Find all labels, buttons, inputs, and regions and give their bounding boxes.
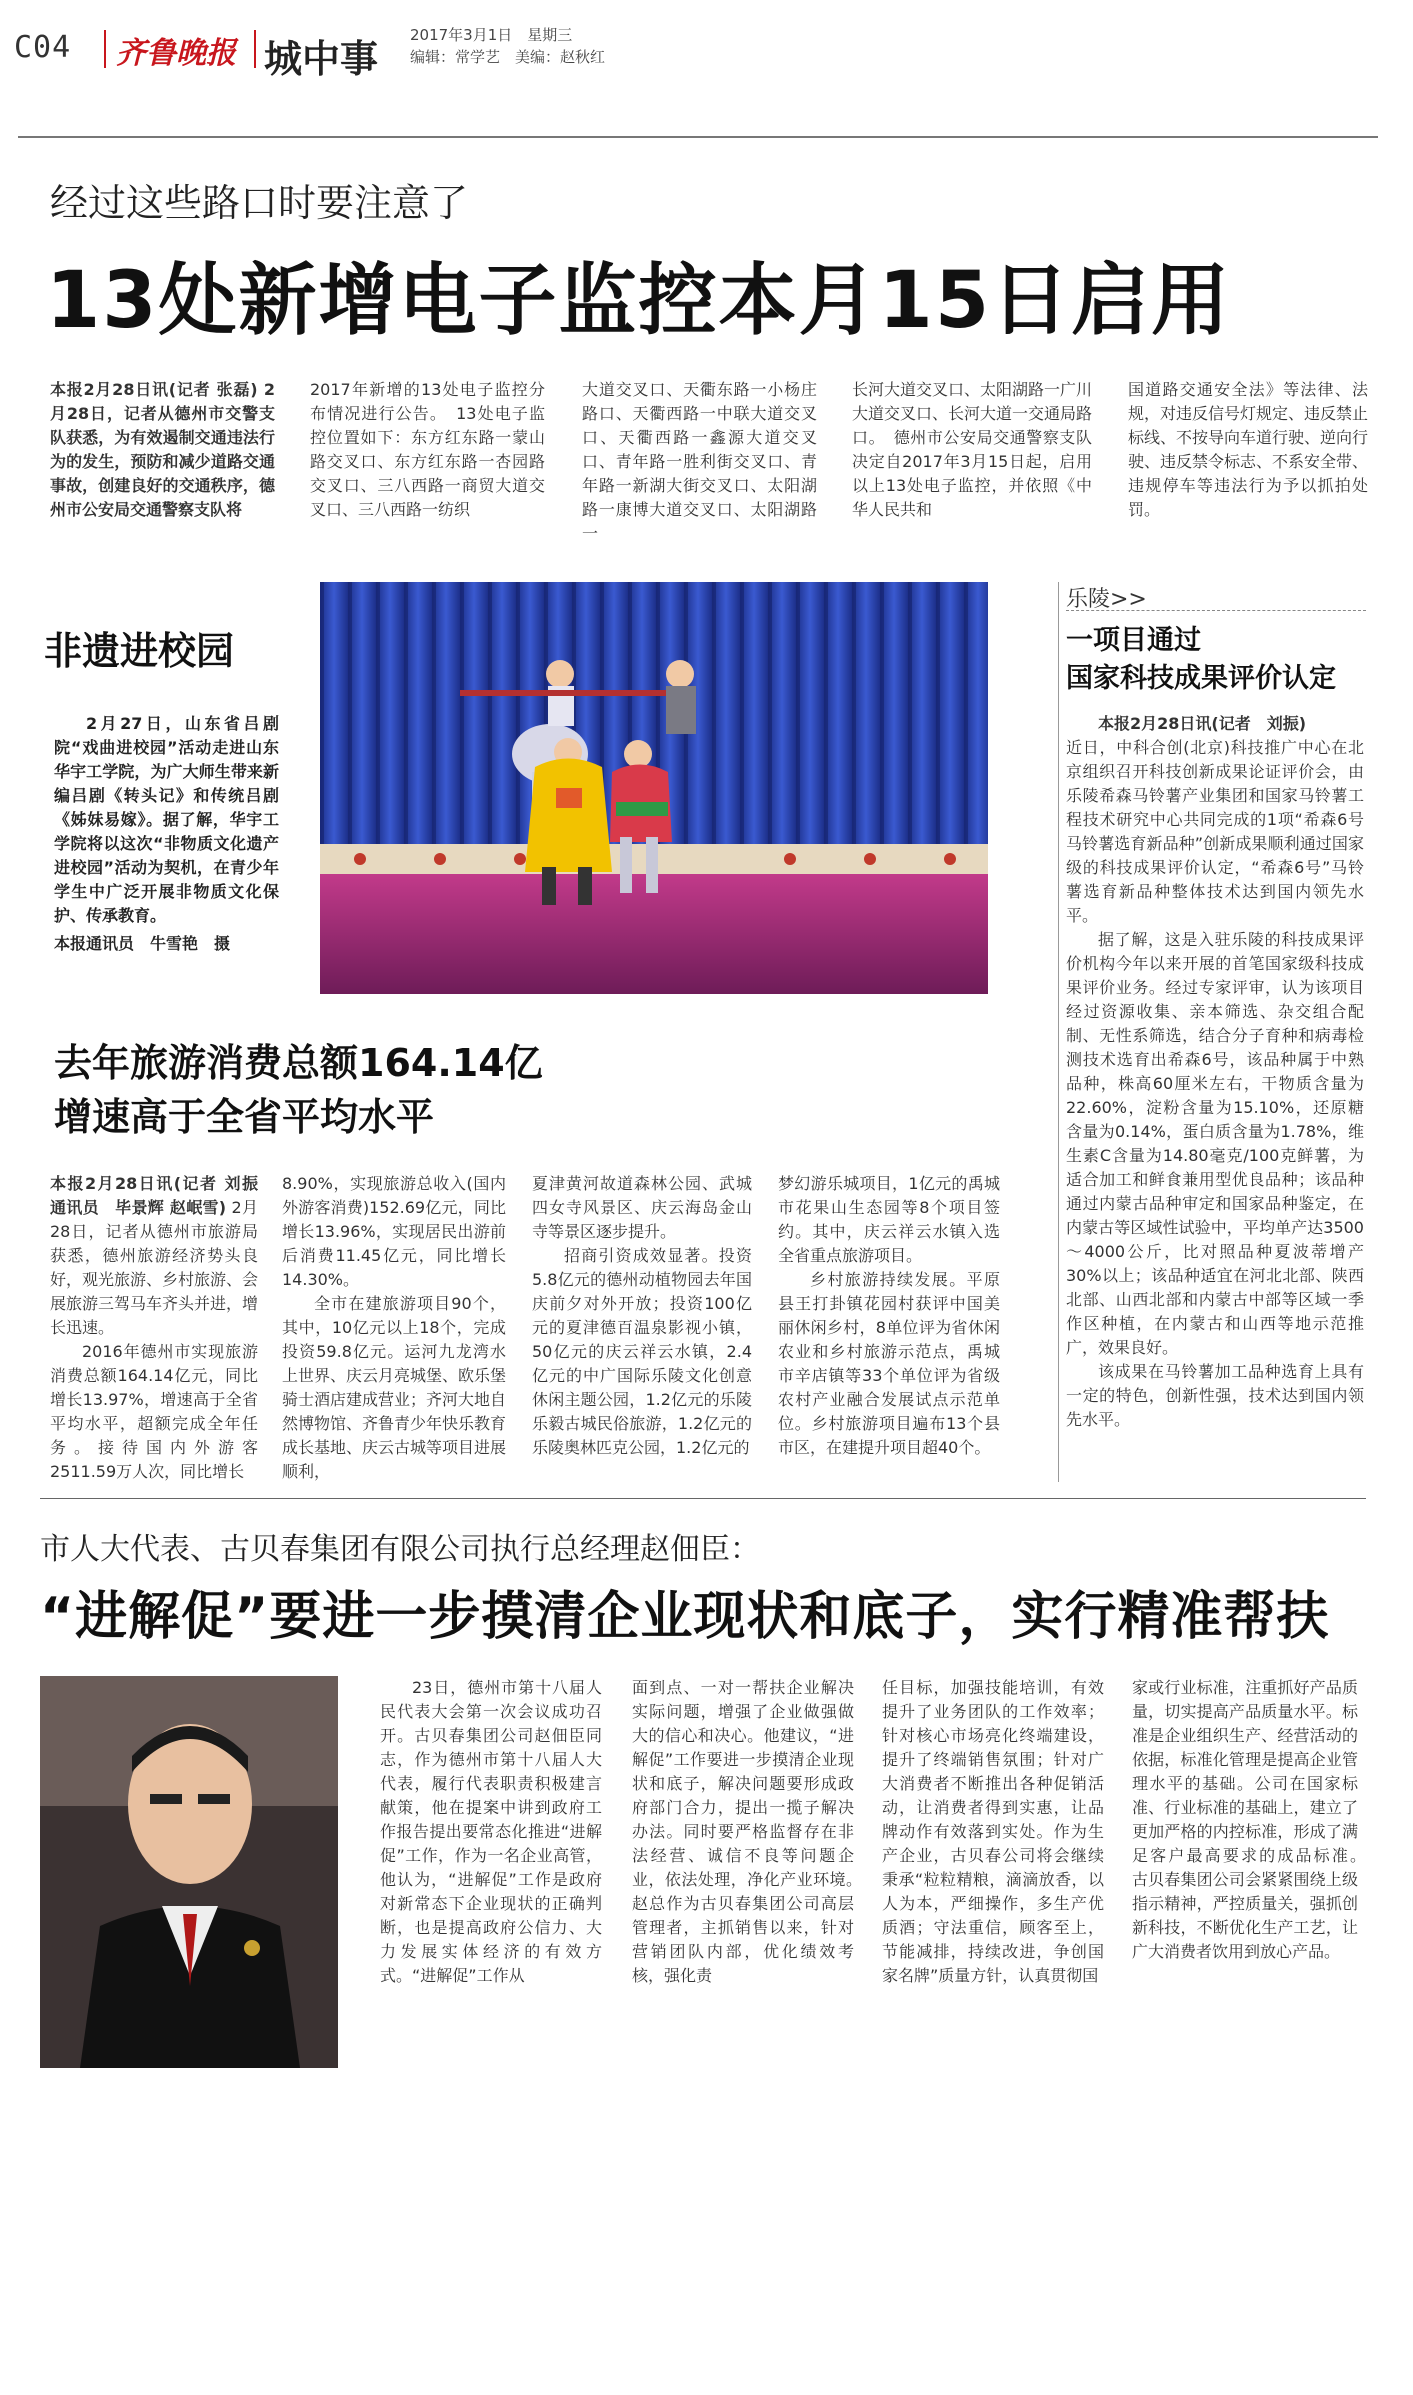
story4-col3-para2: 招商引资成效显著。投资5.8亿元的德州动植物园去年国庆前夕对外开放；投资100亿元的夏津德百温泉影视小镇，50亿元的庆云祥云水镇，2.4亿元的中广国际乐陵文化创意休闲主题公园，1.2亿元的乐陵乐毅古城民俗旅游，1.2亿元的乐陵奥林匹克公园，1.2亿元的 (532, 1246, 752, 1457)
story5-col4-text: 家或行业标准，注重抓好产品质量，切实提高产品质量水平。标准是企业组织生产、经营活动的依据，标准化管理是提高企业管理水平的基础。公司在国家标准、行业标准的基础上，建立了更加严格的内控标准，形成了满足客户最高要求的成品标准。 古贝春集团公司会紧紧围绕上级指示精神，严控质量关，强抓创新科技，不断优化生产工艺，让广大消费者饮用到放心产品。 (1132, 1678, 1375, 1961)
story3-region-rule (1066, 610, 1366, 611)
issue-weekday: 星期三 (527, 26, 573, 44)
designer-credit: 美编：赵秋红 (515, 48, 606, 66)
story5-col1-text: 23日，德州市第十八届人民代表大会第一次会议成功召开。古贝春集团公司赵佃臣同志，作为德州市第十八届人大代表，履行代表职责积极建言献策，他在提案中讲到政府工作报告提出要常态化推进“进解促”工作，作为一名企业高管，他认为，“进解促”工作是政府对新常态下企业现状的正确判断，也是提高政府公信力、大力发展实体经济的有效方式。“进解促”工作从 (380, 1678, 602, 1985)
story4-col3-text: 夏津黄河故道森林公园、武城四女寺风景区、庆云海岛金山寺等景区逐步提升。 (532, 1174, 752, 1241)
story3-region-tag: 乐陵>> (1066, 587, 1147, 612)
story3-byline: 本报2月28日讯(记者 刘振) (1098, 714, 1307, 733)
story4-col2-para2: 全市在建旅游项目90个，其中，10亿元以上18个，完成投资59.8亿元。运河九龙湾水上世界、庆云月亮城堡、欧乐堡骑士酒店建成营业；齐河大地自然博物馆、齐鲁青少年快乐教育成长基地、庆云古城等项目进展顺利， (282, 1294, 507, 1481)
issue-date: 2017年3月1日 (410, 26, 513, 44)
story5-column-2 (632, 1676, 871, 1988)
section-rule (40, 1498, 1366, 1499)
story5-column-4 (1132, 1676, 1375, 1964)
story4-col4-para2: 乡村旅游持续发展。平原县王打卦镇花园村获评中国美丽休闲乡村，8单位评为省休闲农业和乡村旅游示范点，禹城市辛店镇等33个单位评为省级农村产业融合发展试点示范单位。乡村旅游项目遍布13个县市区，在建提升项目超40个。 (778, 1270, 1000, 1457)
story4-headline-1: 去年旅游消费总额164.14亿 (54, 1041, 543, 1085)
story4-column-2 (282, 1172, 506, 1484)
story4-col4-text: 梦幻游乐城项目，1亿元的禹城市花果山生态园等8个项目签约。其中，庆云祥云水镇入选全省重点旅游项目。 (778, 1174, 1000, 1265)
issue-meta (410, 24, 605, 68)
story3-para-1: 近日，中科合创(北京)科技推广中心在北京组织召开科技创新成果论证评价会，由乐陵希森马铃薯产业集团和国家马铃薯工程技术研究中心共同完成的1项“希森6号马铃薯选育新品种”创新成果顺利通过国家级的科技成果评价认定，“希森6号”马铃薯选育新品种整体技术达到国内领先水平。 (1066, 738, 1364, 925)
opera-stage-illustration (320, 582, 988, 994)
story4-column-4 (778, 1172, 1000, 1460)
story1-col3-text: 大道交叉口、天衢东路一小杨庄路口、天衢西路一中联大道交叉口、天衢西路一鑫源大道交叉口、青年路一胜利街交叉口、青年路一新湖大街交叉口、太阳湖路一康博大道交叉口、太阳湖路一 (582, 380, 817, 543)
story1-col2-text: 2017年新增的13处电子监控分布情况进行公告。 13处电子监控位置如下：东方红东路一蒙山路交叉口、东方红东路一杏园路交叉口、三八西路一商贸大道交叉口、三八西路一纺织 (310, 380, 545, 519)
story1-headline: 13处新增电子监控本月15日启用 (46, 256, 1232, 346)
story4-headline-2: 增速高于全省平均水平 (54, 1095, 435, 1139)
story4-col2-text: 8.90%，实现旅游总收入(国内外游客消费)152.69亿元，同比增长13.96%，实现居民出游前后消费11.45亿元，同比增长14.30%。 (282, 1174, 506, 1289)
story4-column-1 (50, 1172, 275, 1484)
story4-col1-para2: 2016年德州市实现旅游消费总额164.14亿元，同比增长13.97%，增速高于全省平均水平，超额完成全年任务。接待国内外游客2511.59万人次，同比增长 (50, 1342, 258, 1481)
right-column-divider (1058, 582, 1059, 1482)
story2-caption-text: 2月27日，山东省吕剧院“戏曲进校园”活动走进山东华宇工学院，为广大师生带来新编吕剧《转头记》和传统吕剧《姊妹易嫁》。据了解，华宇工学院将以这次“非物质文化遗产进校园”活动为契机，在青少年学生中广泛开展非物质文化保护、传承教育。 (54, 714, 279, 925)
page-number: C04 (14, 30, 72, 65)
masthead-rule (18, 136, 1378, 138)
story1-kicker: 经过这些路口时要注意了 (50, 181, 469, 225)
story4-col1-text: 2月28日，记者从德州市旅游局获悉，德州旅游经济势头良好，观光旅游、乡村旅游、会展旅游三驾马车齐头并进，增长迅速。 (50, 1198, 259, 1337)
masthead-divider-2 (254, 30, 256, 68)
story2-headline: 非遗进校园 (44, 629, 235, 673)
story1-column-4 (852, 378, 1092, 522)
story2-caption (54, 712, 279, 956)
story3-headline-2: 国家科技成果评价认定 (1066, 663, 1336, 694)
story5-column-1 (380, 1676, 602, 1988)
story1-column-5 (1128, 378, 1368, 522)
section-name: 城中事 (264, 37, 379, 81)
story1-col1-text: 本报2月28日讯(记者 张磊) 2月28日，记者从德州市交警支队获悉，为有效遏制交通违法行为的发生，预防和减少道路交通事故，创建良好的交通秩序，德州市公安局交通警察支队将 (50, 380, 275, 519)
story5-kicker: 市人大代表、古贝春集团有限公司执行总经理赵佃臣： (40, 1532, 760, 1567)
story4-column-3 (532, 1172, 752, 1460)
story3-para-3: 该成果在马铃薯加工品种选育上具有一定的特色，创新性强，技术达到国内领先水平。 (1066, 1362, 1364, 1429)
story1-col4-text: 长河大道交叉口、太阳湖路一广川大道交叉口、长河大道一交通局路口。 德州市公安局交通警察支队决定自2017年3月15日起，启用以上13处电子监控，并依照《中华人民共和 (852, 380, 1093, 519)
executive-portrait-photo (40, 1676, 338, 2068)
story5-column-3 (882, 1676, 1104, 1988)
opera-stage-photo (320, 582, 988, 994)
story1-column-1 (50, 378, 275, 522)
story3-headline-1: 一项目通过 (1066, 625, 1201, 656)
story5-headline: “进解促”要进一步摸清企业现状和底子，实行精准帮扶 (40, 1587, 1330, 1647)
story3-body (1066, 712, 1364, 1432)
story1-column-2 (310, 378, 545, 522)
story5-col3-text: 任目标，加强技能培训，有效提升了业务团队的工作效率；针对核心市场亮化终端建设，提升了终端销售氛围；针对广大消费者不断推出各种促销活动，让消费者得到实惠，让品牌动作有效落到实处。作为生产企业，古贝春公司将会继续秉承“粒粒精粮，滴滴放香，以人为本，严细操作，多生产优质酒；守法重信，顾客至上，节能减排，持续改进，争创国家名牌”质量方针，认真贯彻国 (882, 1678, 1104, 1985)
story1-column-3 (582, 378, 817, 546)
executive-portrait-illustration (40, 1676, 338, 2068)
editor-credit: 编辑：常学艺 (410, 48, 501, 66)
story2-photo-credit: 本报通讯员 牛雪艳 摄 (54, 934, 231, 953)
story3-para-2: 据了解，这是入驻乐陵的科技成果评价机构今年以来开展的首笔国家级科技成果评价业务。经过专家评审，认为该项目经过资源收集、亲本筛选、杂交组合配制、无性系筛选，结合分子育种和病毒检测技术选育出希森6号，该品种属于中熟品种，株高60厘米左右，干物质含量为22.60%，淀粉含量为15.10%，还原糖含量为0.14%，蛋白质含量为1.78%，维生素C含量为14.80毫克/100克鲜薯，为适合加工和鲜食兼用型优良品种；该品种通过内蒙古品种审定和国家品种鉴定，在内蒙古等区域性试验中，平均单产达3500～4000公斤，比对照品种夏波蒂增产30%以上；该品种适宜在河北北部、陕西北部、山西北部和内蒙古中部等区域一季作区种植，在内蒙古和山西等地示范推广，效果良好。 (1066, 930, 1364, 1357)
story4-byline: 本报2月28日讯(记者 刘振 通讯员 毕景辉 赵岷雪) (50, 1174, 275, 1217)
story5-col2-text: 面到点、一对一帮扶企业解决实际问题，增强了企业做强做大的信心和决心。他建议，“进解促”工作要进一步摸清企业现状和底子，解决问题要形成政府部门合力，提出一揽子解决办法。同时要严格监督存在非法经营、诚信不良等问题企业，依法处理，净化产业环境。 赵总作为古贝春集团公司高层管理者，主抓销售以来，针对营销团队内部，优化绩效考核，强化责 (632, 1678, 871, 1985)
story1-col5-text: 国道路交通安全法》等法律、法规，对违反信号灯规定、违反禁止标线、不按导向车道行驶、逆向行驶、违反禁令标志、不系安全带、违规停车等违法行为予以抓拍处罚。 (1128, 380, 1369, 519)
masthead-divider (104, 30, 106, 68)
paper-logo: 齐鲁晚报 (116, 36, 236, 71)
